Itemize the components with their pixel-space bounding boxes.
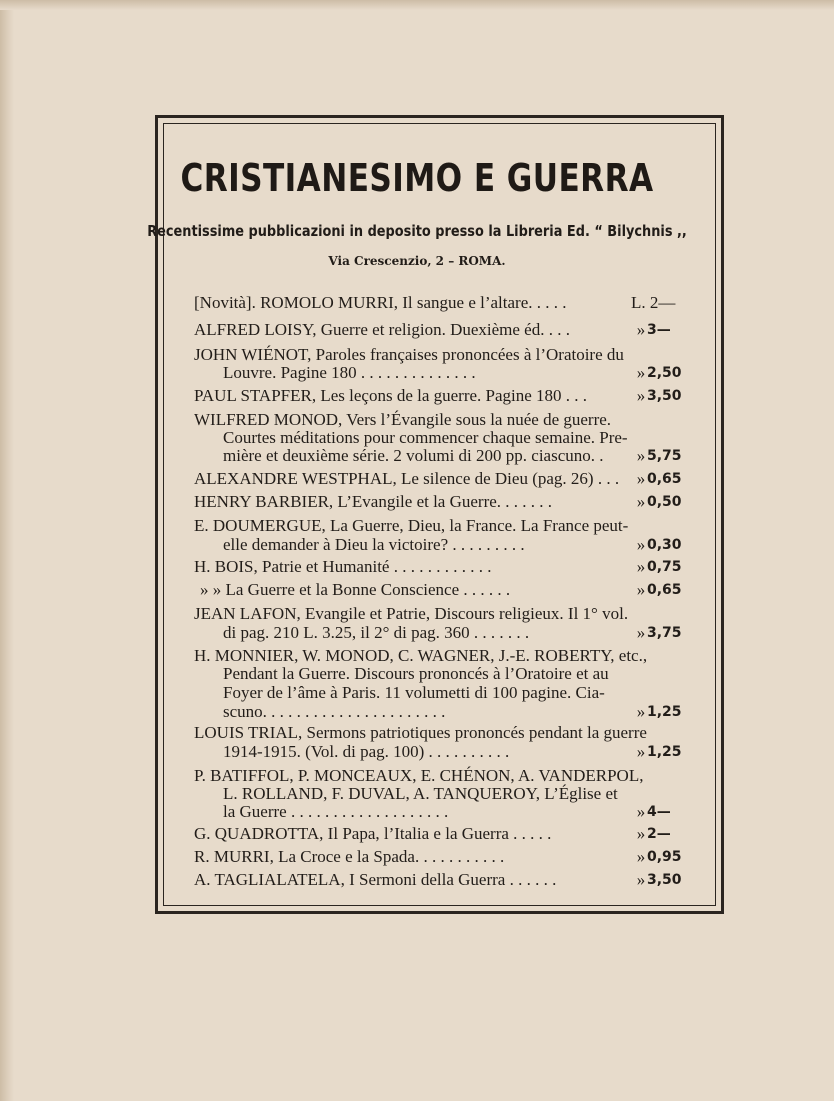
list-item [0, 319, 834, 341]
entry-text: PAUL STAPFER, Les leçons de la guerre. Pagine 180 . . . [194, 386, 588, 405]
entry-text: A. TAGLIALATELA, I Sermoni della Guerra . . . . . . [194, 870, 557, 889]
entry-text: Louvre. Pagine 180 . . . . . . . . . . . . . . [223, 363, 476, 382]
ditto-mark: » [636, 320, 646, 339]
entry-text: » » La Guerre et la Bonne Conscience . . . . . . [200, 580, 511, 599]
list-item [0, 556, 834, 578]
entry-text: WILFRED MONOD, Vers l’Évangile sous la nuée de guerre. [194, 410, 612, 429]
entry-price: L. 2— [631, 293, 676, 312]
list-item [0, 362, 834, 384]
list-item [0, 801, 834, 823]
entry-text: mière et deuxième série. 2 volumi di 200 pp. ciascuno. . [223, 446, 604, 465]
entry-price: 3,75 [647, 625, 682, 641]
list-item [0, 534, 834, 556]
ditto-mark: » [636, 702, 646, 721]
ditto-mark: » [636, 386, 646, 405]
page-title: CRISTIANESIMO E GUERRA [180, 156, 654, 200]
entry-price: 3,50 [647, 388, 682, 404]
ditto-mark: » [636, 580, 646, 599]
entry-text: JOHN WIÉNOT, Paroles françaises prononcées à l’Oratoire du [194, 345, 624, 364]
page-top-edge [0, 0, 834, 10]
ditto-mark: » [636, 623, 646, 642]
entry-price: 0,65 [647, 471, 682, 487]
entry-price: 0,50 [647, 494, 682, 510]
list-item [0, 701, 834, 723]
ditto-mark: » [636, 469, 646, 488]
entry-text: Courtes méditations pour commencer chaque semaine. Pre- [223, 428, 628, 447]
list-item [0, 622, 834, 644]
entry-text: scuno. . . . . . . . . . . . . . . . . . . . . . [223, 702, 446, 721]
list-item [0, 741, 834, 763]
entry-price: 0,30 [647, 537, 682, 553]
entry-price: 2,50 [647, 365, 682, 381]
entry-text: LOUIS TRIAL, Sermons patriotiques prononcés pendant la guerre [194, 723, 647, 742]
list-item [0, 869, 834, 891]
publisher-address: Via Crescenzio, 2 – ROMA. [328, 254, 506, 268]
entry-text: R. MURRI, La Croce e la Spada. . . . . . . . . . . [194, 847, 505, 866]
ditto-mark: » [636, 363, 646, 382]
entry-text: L. ROLLAND, F. DUVAL, A. TANQUEROY, L’Église et [223, 784, 618, 803]
list-item [0, 468, 834, 490]
entry-text: ALFRED LOISY, Guerre et religion. Duexième éd. . . . [194, 320, 570, 339]
list-item [0, 846, 834, 868]
entry-price: 5,75 [647, 448, 682, 464]
entry-text: G. QUADROTTA, Il Papa, l’Italia e la Guerra . . . . . [194, 824, 552, 843]
entry-text: E. DOUMERGUE, La Guerre, Dieu, la France. La France peut- [194, 516, 629, 535]
ditto-mark: » [636, 742, 646, 761]
ditto-mark: » [636, 802, 646, 821]
list-item [0, 385, 834, 407]
ditto-mark: » [636, 847, 646, 866]
entry-text: elle demander à Dieu la victoire? . . . . . . . . . [223, 535, 525, 554]
entry-text: di pag. 210 L. 3.25, il 2° di pag. 360 . . . . . . . [223, 623, 530, 642]
page-subtitle: Recentissime pubblicazioni in deposito presso la Libreria Ed. “ Bilychnis ,, [147, 222, 687, 240]
entry-price: 3,50 [647, 872, 682, 888]
entry-text: JEAN LAFON, Evangile et Patrie, Discours religieux. Il 1° vol. [194, 604, 629, 623]
entry-text: [Novità]. ROMOLO MURRI, Il sangue e l’altare. . . . . [194, 293, 567, 312]
entry-price: 1,25 [647, 744, 682, 760]
ditto-mark: » [636, 446, 646, 465]
entry-text: la Guerre . . . . . . . . . . . . . . . . . . . [223, 802, 449, 821]
entry-price: 0,65 [647, 582, 682, 598]
entry-text: H. MONNIER, W. MONOD, C. WAGNER, J.-E. ROBERTY, etc., [194, 646, 648, 665]
entry-text: Pendant la Guerre. Discours prononcés à l’Oratoire et au [223, 664, 609, 683]
list-item [0, 445, 834, 467]
entry-text: ALEXANDRE WESTPHAL, Le silence de Dieu (pag. 26) . . . [194, 469, 620, 488]
entry-price: 1,25 [647, 704, 682, 720]
entry-text: 1914-1915. (Vol. di pag. 100) . . . . . . . . . . [223, 742, 510, 761]
entry-text: H. BOIS, Patrie et Humanité . . . . . . . . . . . . [194, 557, 492, 576]
entry-text: HENRY BARBIER, L’Evangile et la Guerre. . . . . . . [194, 492, 553, 511]
list-item [0, 579, 834, 601]
entry-text: Foyer de l’âme à Paris. 11 volumetti di 100 pagine. Cia- [223, 683, 605, 702]
entry-price: 0,95 [647, 849, 682, 865]
list-item [0, 292, 834, 314]
ditto-mark: » [636, 870, 646, 889]
entry-price: 3— [647, 322, 671, 338]
list-item [0, 491, 834, 513]
entry-price: 4— [647, 804, 671, 820]
ditto-mark: » [636, 557, 646, 576]
ditto-mark: » [636, 824, 646, 843]
ditto-mark: » [636, 492, 646, 511]
entry-price: 0,75 [647, 559, 682, 575]
entry-price: 2— [647, 826, 671, 842]
ditto-mark: » [636, 535, 646, 554]
list-item [0, 823, 834, 845]
entry-text: P. BATIFFOL, P. MONCEAUX, E. CHÉNON, A. VANDERPOL, [194, 766, 644, 785]
